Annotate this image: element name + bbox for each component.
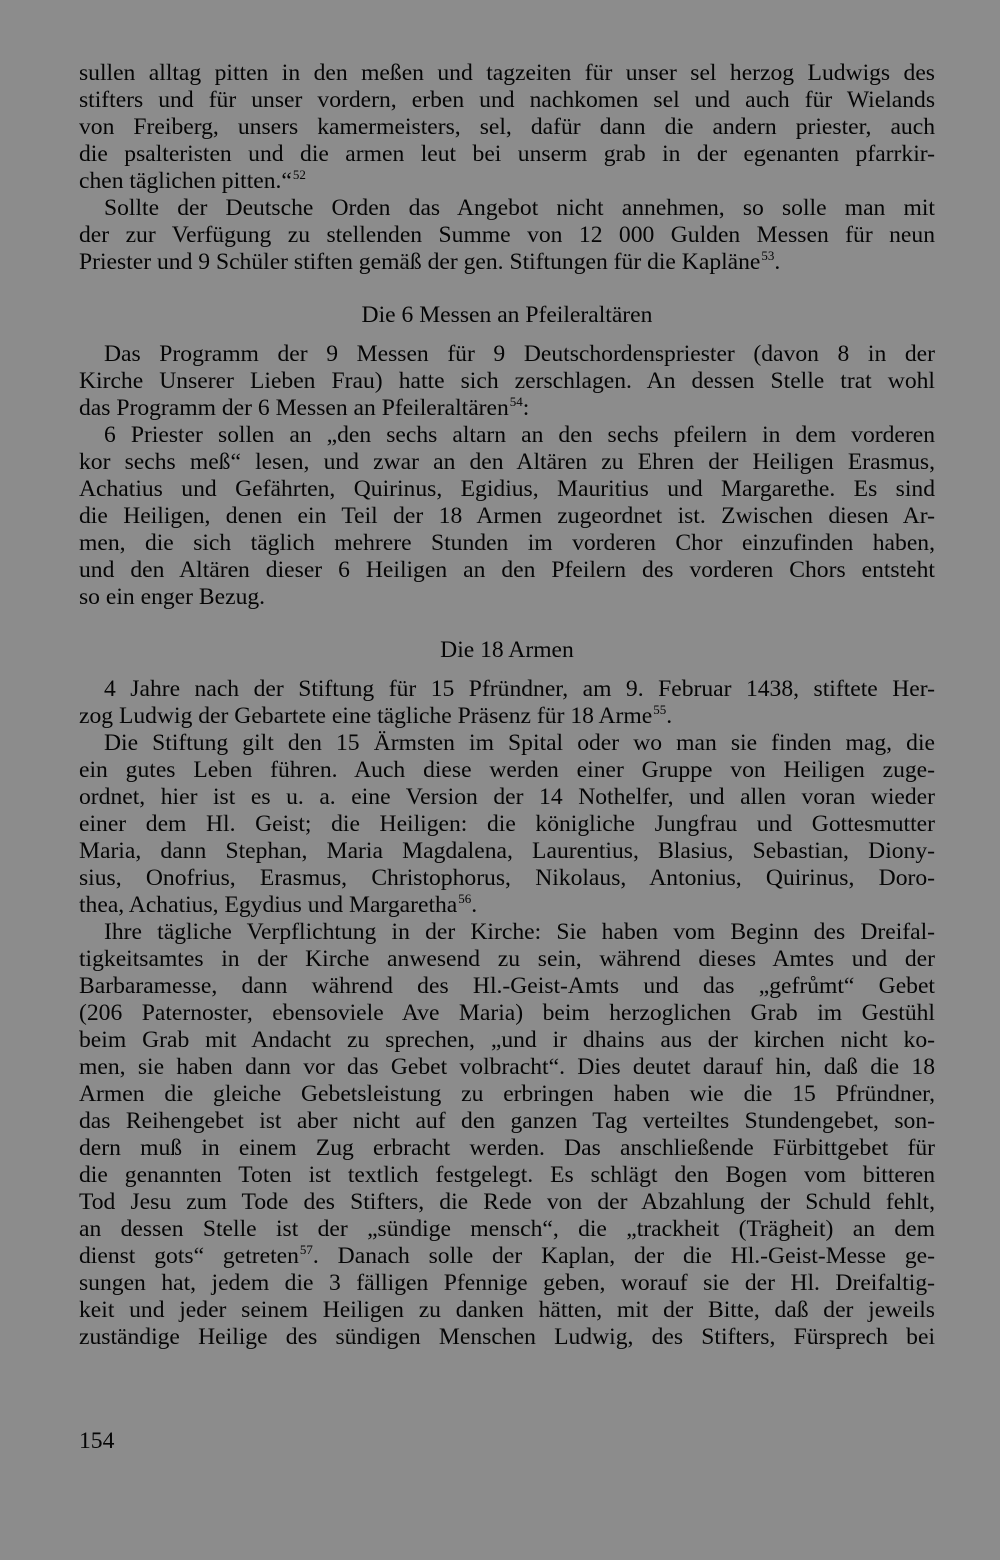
text-line: [79, 757, 935, 784]
footnote-marker: 52: [292, 167, 306, 182]
text-line: [79, 1297, 935, 1324]
line-text: keit und jeder seinem Heiligen zu danken hätten, mit der Bitte, daß der jeweils: [79, 1297, 935, 1323]
text-line: [79, 703, 935, 730]
line-text: das Programm der 6 Messen an Pfeileraltären: [79, 395, 509, 421]
paragraph: [79, 60, 935, 195]
text-line: [79, 503, 935, 530]
text-line: [79, 1324, 935, 1351]
text-line: [79, 60, 935, 87]
paragraph: [79, 341, 935, 422]
text-line: [79, 1081, 935, 1108]
line-text: beim Grab mit Andacht zu sprechen, „und ir dhains aus der kirchen nicht ko-: [79, 1027, 935, 1053]
text-line: [79, 811, 935, 838]
line-text: Tod Jesu zum Tode des Stifters, die Rede von der Abzahlung der Schuld fehlt,: [79, 1189, 935, 1215]
line-text: Priester und 9 Schüler stiften gemäß der gen. Stiftungen für die Kapläne: [79, 249, 761, 275]
line-text: der zur Verfügung zu stellenden Summe von 12 000 Gulden Messen für neun: [79, 222, 935, 248]
line-text: von Freiberg, unsers kamermeisters, sel, dafür dann die andern priester, auch: [79, 114, 935, 140]
line-text-after: . Danach solle der Kaplan, der die Hl.-Geist-Messe ge-: [312, 1243, 935, 1269]
text-line: [79, 676, 935, 703]
line-text: Kirche Unserer Lieben Frau) hatte sich zerschlagen. An dessen Stelle trat wohl: [79, 368, 935, 394]
line-text: dern muß in einem Zug erbracht werden. Das anschließende Fürbittgebet für: [79, 1135, 935, 1161]
footnote-marker: 57: [299, 1242, 313, 1257]
text-line: [79, 87, 935, 114]
footnote-marker: 56: [458, 891, 472, 906]
text-line: [79, 168, 935, 195]
section-heading: Die 6 Messen an Pfeileraltären: [361, 302, 653, 328]
line-text: Sollte der Deutsche Orden das Angebot nicht annehmen, so solle man mit: [104, 195, 935, 221]
line-text: die psalteristen und die armen leut bei unserm grab in der egenanten pfarrkir-: [79, 141, 935, 167]
text-line: [79, 1054, 935, 1081]
text-line: [79, 341, 935, 368]
line-text: Maria, dann Stephan, Maria Magdalena, Laurentius, Blasius, Sebastian, Diony-: [79, 838, 935, 864]
text-line: [79, 584, 935, 611]
text-line: [79, 114, 935, 141]
line-text: Barbaramesse, dann während des Hl.-Geist-Amts und das „gefrůmt“ Gebet: [79, 973, 935, 999]
text-line: [79, 422, 935, 449]
text-line: [79, 919, 935, 946]
line-text: das Reihengebet ist aber nicht auf den ganzen Tag verteiltes Stundengebet, son-: [79, 1108, 935, 1134]
paragraph: [79, 676, 935, 730]
text-line: [79, 865, 935, 892]
paragraph: [79, 195, 935, 276]
text-line: [79, 973, 935, 1000]
line-text: sungen hat, jedem die 3 fälligen Pfennige geben, worauf sie der Hl. Dreifaltig-: [79, 1270, 935, 1296]
line-text: ein gutes Leben führen. Auch diese werden einer Gruppe von Heiligen zuge-: [79, 757, 935, 783]
line-text: an dessen Stelle ist der „sündige mensch“, die „trackheit (Trägheit) an dem: [79, 1216, 935, 1242]
footnote-marker: 53: [761, 248, 775, 263]
text-line: [79, 395, 935, 422]
line-text: chen täglichen pitten.“: [79, 168, 292, 194]
text-line: [79, 530, 935, 557]
text-line: [79, 838, 935, 865]
text-line: [79, 1000, 935, 1027]
paragraph: [79, 919, 935, 1351]
line-text: 6 Priester sollen an „den sechs altarn an den sechs pfeilern in dem vorderen: [104, 422, 935, 448]
text-line: [79, 1270, 935, 1297]
line-text: tigkeitsamtes in der Kirche anwesend zu sein, während dieses Amtes und der: [79, 946, 935, 972]
paragraph: [79, 730, 935, 919]
line-text: zuständige Heilige des sündigen Menschen Ludwig, des Stifters, Fürsprech bei: [79, 1324, 935, 1350]
footnote-marker: 55: [653, 702, 667, 717]
text-line: [79, 557, 935, 584]
line-text: sius, Onofrius, Erasmus, Christophorus, Nikolaus, Antonius, Quirinus, Doro-: [79, 865, 935, 891]
line-text-after: .: [471, 892, 478, 918]
page-number: 154: [79, 1428, 115, 1454]
text-line: [79, 1135, 935, 1162]
line-text: dienst gots“ getreten: [79, 1243, 299, 1269]
line-text: die Heiligen, denen ein Teil der 18 Armen zugeordnet ist. Zwischen diesen Ar-: [79, 503, 935, 529]
line-text: zog Ludwig der Gebartete eine tägliche Präsenz für 18 Arme: [79, 703, 653, 729]
line-text-after: .: [774, 249, 781, 275]
line-text: men, die sich täglich mehrere Stunden im vorderen Chor einzufinden haben,: [79, 530, 935, 556]
line-text: so ein enger Bezug.: [79, 584, 266, 610]
text-line: [79, 141, 935, 168]
text-line: [79, 784, 935, 811]
text-line: [79, 1243, 935, 1270]
text-line: [79, 222, 935, 249]
paragraph: [79, 422, 935, 611]
line-text: Das Programm der 9 Messen für 9 Deutschordenspriester (davon 8 in der: [104, 341, 935, 367]
line-text: Armen die gleiche Gebetsleistung zu erbringen haben wie die 15 Pfründner,: [79, 1081, 935, 1107]
line-text: thea, Achatius, Egydius und Margaretha: [79, 892, 458, 918]
line-text: Ihre tägliche Verpflichtung in der Kirche: Sie haben vom Beginn des Dreifal-: [104, 919, 935, 945]
text-line: [79, 946, 935, 973]
text-line: [79, 892, 935, 919]
text-line: [79, 449, 935, 476]
text-line: [79, 1108, 935, 1135]
line-text: 4 Jahre nach der Stiftung für 15 Pfründner, am 9. Februar 1438, stiftete Her-: [104, 676, 935, 702]
section-heading: Die 18 Armen: [440, 637, 574, 663]
text-line: [79, 195, 935, 222]
line-text: (206 Paternoster, ebensoviele Ave Maria) beim herzoglichen Grab im Gestühl: [79, 1000, 935, 1026]
footnote-marker: 54: [509, 394, 523, 409]
line-text-after: :: [522, 395, 530, 421]
text-line: [79, 368, 935, 395]
line-text-after: .: [666, 703, 673, 729]
line-text: die genannten Toten ist textlich festgelegt. Es schlägt den Bogen vom bitteren: [79, 1162, 935, 1188]
line-text: kor sechs meß“ lesen, und zwar an den Altären zu Ehren der Heiligen Erasmus,: [79, 449, 935, 475]
line-text: stifters und für unser vordern, erben und nachkomen sel und auch für Wielands: [79, 87, 935, 113]
text-line: [79, 1216, 935, 1243]
text-line: [79, 730, 935, 757]
text-line: [79, 1189, 935, 1216]
line-text: sullen alltag pitten in den meßen und tagzeiten für unser sel herzog Ludwigs des: [79, 60, 935, 86]
line-text: men, sie haben dann vor das Gebet volbracht“. Dies deutet darauf hin, daß die 18: [79, 1054, 935, 1080]
line-text: Die Stiftung gilt den 15 Ärmsten im Spital oder wo man sie finden mag, die: [104, 730, 935, 756]
page-body: [79, 60, 935, 1351]
text-line: [79, 1162, 935, 1189]
line-text: und den Altären dieser 6 Heiligen an den Pfeilern des vorderen Chors entsteht: [79, 557, 935, 583]
text-line: [79, 476, 935, 503]
line-text: Achatius und Gefährten, Quirinus, Egidius, Mauritius und Margarethe. Es sind: [79, 476, 935, 502]
line-text: einer dem Hl. Geist; die Heiligen: die königliche Jungfrau und Gottesmutter: [79, 811, 935, 837]
line-text: ordnet, hier ist es u. a. eine Version der 14 Nothelfer, und allen voran wieder: [79, 784, 935, 810]
text-line: [79, 249, 935, 276]
text-line: [79, 1027, 935, 1054]
